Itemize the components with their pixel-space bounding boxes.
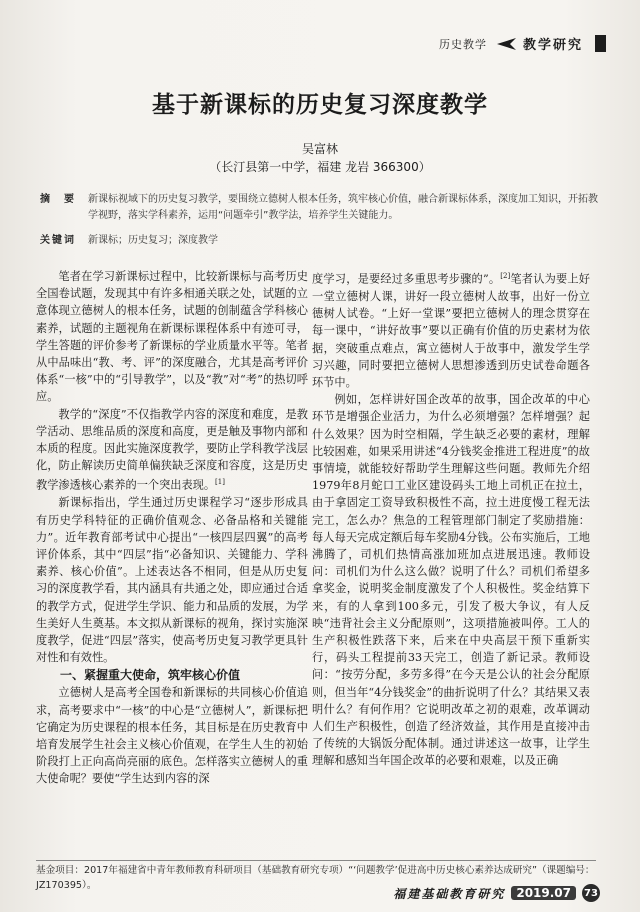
keywords-text: 新课标；历史复习；深度教学 bbox=[88, 235, 218, 246]
header-block-mark bbox=[595, 35, 606, 52]
running-footer bbox=[393, 884, 600, 902]
header-section-name: 历史教学 bbox=[438, 37, 487, 51]
keywords-label: 关键词 bbox=[40, 235, 76, 246]
article-title: 基于新课标的历史复习深度教学 bbox=[152, 91, 488, 118]
left-arrow-icon bbox=[493, 37, 517, 51]
body-paragraph bbox=[312, 268, 590, 391]
header-column-name: 教学研究 bbox=[522, 38, 583, 53]
abstract-label: 摘 要 bbox=[40, 194, 76, 205]
reference-marker: [2] bbox=[500, 272, 511, 280]
paragraph-text: 笔者认为要上好一堂立德树人课，讲好一段立德树人故事，出好一份立德树人试卷。“上好一堂课”要把立德树人的理念贯穿在每一课中，“讲好故事”要以正确有价值的历史素材为依据，突破重点难点，寓立德树人于故事中，激发学生学习兴趣，同时要把立德树人思想渗透到历史试卷命题各环节中。 bbox=[312, 272, 590, 389]
right-column bbox=[312, 268, 590, 770]
paragraph-text: 教学的“深度”不仅指教学内容的深度和难度，是教学活动、思维品质的深度和高度，更是触及事物内部和本质的程度。因此实施深度教学，要防止学科教学浅层化，防止解读历史简单偏狭缺乏深度和容度，这是历史教学渗透核心素养的一个突出表现。 bbox=[36, 407, 308, 493]
article-author: 吴富林 bbox=[301, 142, 338, 156]
body-paragraph: 笔者在学习新课标过程中，比较新课标与高考历史全国卷试题，发现其中有许多相通关联之处，试题的立意体现立德树人的根本任务，试题的创制蕴含学科核心素养，试题的主题视角在新课标课程体系中有迹可寻，学生答题的评价参考了新课标的学业质量水平等。笔者从中品味出“教、考、评”的深度融合，尤其是高考评价体系“一核”中的“引导教学”，以及“教”对“考”的热切呼应。 bbox=[36, 270, 308, 404]
reference-marker: [1] bbox=[215, 478, 225, 487]
funding-footnote: 基金项目：2017年福建省中青年教师教育科研项目（基础教育研究专项）“‘问题教学’促进高中历史核心素养达成研究”（课题编号：JZ170395）。 bbox=[36, 865, 595, 891]
abstract-block bbox=[40, 192, 606, 224]
left-column bbox=[36, 268, 308, 788]
issue-badge: 2019.07 bbox=[511, 886, 576, 900]
body-paragraph bbox=[36, 406, 308, 495]
body-paragraph: 立德树人是高考全国卷和新课标的共同核心价值追求，高考要求中“一核”的中心是“立德树人”，新课标把它确定为历史课程的根本任务，其目标是在历史教育中培育发展学生社会主义核心价值观，在学生人生的初始阶段打上正向高尚亮丽的底色。怎样落实立德树人的重大使命呢？要使“学生达到内容的深 bbox=[36, 686, 308, 786]
page-number: 73 bbox=[582, 884, 600, 902]
footnote-divider bbox=[36, 860, 596, 861]
body-paragraph: 例如，怎样讲好国企改革的故事，国企改革的中心环节是增强企业活力，为什么必须增强？怎样增强？起什么效果？因为时空相隔，学生缺乏必要的素材，理解比较困难，如果采用讲述“4分钱奖金推进工程进度”的故事情境，就能较好帮助学生理解这些问题。教师先介绍1979年8月蛇口工业区建设码头工地上司机正在拉土，由于拿固定工资导致积极性不高，拉土进度慢工程无法完工，怎么办？焦急的工程管理部门制定了奖励措施：每人每天完成定额后每车奖励4分钱。公布实施后，工地沸腾了，司机们热情高涨加班加点进展迅速。教师设问：司机们为什么这么做？说明了什么？司机们希望多拿奖金，说明奖金制度激发了个人积极性。奖金结算下来，有的人拿到100多元，引发了极大争议，有人反映“违背社会主义分配原则”，这项措施被叫停。工人的生产积极性跌落下来，后来在中央高层干预下重新实行，码头工程提前33天完工，创造了新记录。教师设问：“按劳分配，多劳多得”在今天是公认的社会分配原则，但当年“4分钱奖金”的曲折说明了什么？其结果又表明什么？有何作用？它说明改革之初的艰难，改革调动人们生产积极性，创造了经济效益，其作用是直接冲击了传统的大锅饭分配体制。通过讲述这一故事，让学生理解和感知当年国企改革的必要和艰难，以及正确 bbox=[312, 393, 590, 768]
journal-name: 福建基础教育研究 bbox=[393, 886, 506, 901]
running-header bbox=[439, 34, 606, 53]
keywords-block bbox=[40, 233, 606, 249]
author-affiliation: （长汀县第一中学，福建 龙岩 366300） bbox=[209, 160, 431, 174]
section-heading: 一、紧握重大使命，筑牢核心价值 bbox=[60, 668, 241, 683]
body-paragraph: 新课标指出，学生通过历史课程学习“逐步形成具有历史学科特征的正确价值观念、必备品格和关键能力”。近年教育部考试中心提出“一核四层四翼”的高考评价体系，其中“四层”指“必备知识、关键能力、学科素养、核心价值”。上述表达各不相同，但是从历史复习的深度教学看，其内涵具有共通之处，即应通过合适的教学方式，促进学生学识、能力和品质的发展，为学生美好人生奠基。本文拟从新课标的视角，探讨实施深度教学，促进“四层”落实，使高考历史复习教学更具针对性和有效性。 bbox=[36, 496, 308, 665]
paragraph-text: 度学习，是要经过多重思考步骤的”。 bbox=[312, 272, 501, 286]
abstract-text: 新课标视域下的历史复习教学，要围绕立德树人根本任务，筑牢核心价值，融合新课标体系，深度加工知识，开拓教学视野，落实学科素养，运用“问题牵引”教学法，培养学生关键能力。 bbox=[88, 194, 598, 221]
